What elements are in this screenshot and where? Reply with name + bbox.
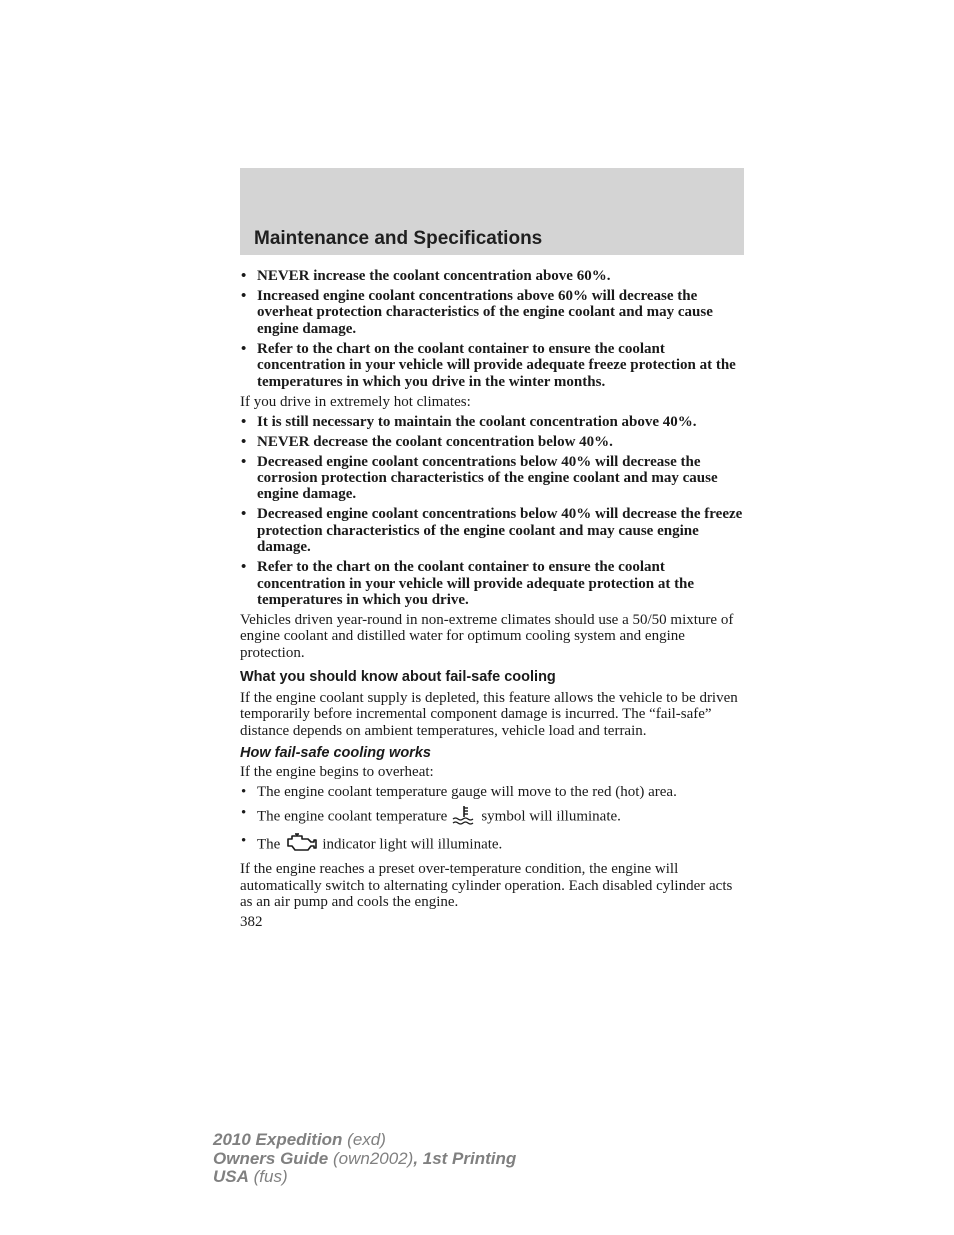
failsafe-paragraph: If the engine coolant supply is depleted, this feature allows the vehicle to be driven temporarily before incremental component damage is incurred. The “fail-safe” distance depends on ambient temperatures, vehicle load and terrain. [240,689,738,739]
page-number: 382 [240,913,263,930]
list-item: • NEVER increase the coolant concentration above 60%. [241,268,611,284]
list-item: • Decreased engine coolant concentrations below 40% will decrease the freeze protection characteristics of the engine coolant and may cause engine damage. [241,506,743,556]
closing-paragraph: If the engine reaches a preset over-temperature condition, the engine will automatically switch to alternating cylinder operation. Each disabled cylinder acts as an air pump and cools the engine. [240,861,733,910]
check-engine-icon [284,833,318,857]
list-item: • The engine coolant temperature symbol will illuminate. [240,805,745,829]
overheat-intro: If the engine begins to overheat: [240,764,434,781]
footer [213,1131,516,1187]
hot-climates-intro: If you drive in extremely hot climates: [240,393,471,410]
footer-line-1: 2010 Expedition (exd) [213,1130,386,1149]
list-item: • Refer to the chart on the coolant container to ensure the coolant concentration in your vehicle will provide adequate protection at the temperatures in which you drive. [241,559,695,609]
concentration-min-list [240,414,745,609]
failsafe-subheading: How fail-safe cooling works [240,744,431,761]
list-item: • It is still necessary to maintain the coolant concentration above 40%. [241,413,697,430]
page-content [240,268,745,930]
list-item: • Refer to the chart on the coolant container to ensure the coolant concentration in your vehicle will provide adequate freeze protection at the temperatures in which you drive in the winter months. [241,340,736,390]
list-item: • NEVER decrease the coolant concentration below 40%. [241,433,613,450]
list-item: • Increased engine coolant concentrations above 60% will decrease the overheat protection characteristics of the engine coolant and may cause engine damage. [241,288,713,337]
coolant-temperature-icon [451,805,477,829]
list-item: • The engine coolant temperature gauge will move to the red (hot) area. [241,784,677,801]
footer-line-2: Owners Guide (own2002), 1st Printing [213,1148,517,1168]
list-item: • Decreased engine coolant concentrations below 40% will decrease the corrosion protection characteristics of the engine coolant and may cause engine damage. [241,453,718,503]
failsafe-heading: What you should know about fail-safe cooling [240,669,556,686]
concentration-max-list [240,268,745,390]
mixture-paragraph: Vehicles driven year-round in non-extreme climates should use a 50/50 mixture of engine coolant and distilled water for optimum cooling system and engine protection. [240,612,734,661]
footer-line-3: USA (fus) [213,1167,288,1186]
section-title: Maintenance and Specifications [254,228,543,249]
list-item: • The indicator light will illuminate. [240,833,745,857]
overheat-list [240,784,745,857]
